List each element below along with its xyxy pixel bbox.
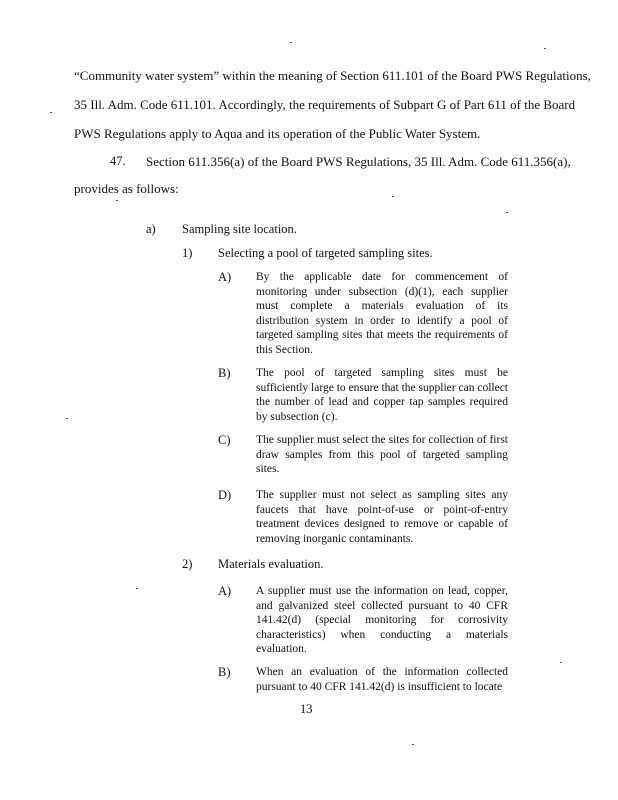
- item-2-label: 2): [182, 557, 193, 571]
- item-2-title: Materials evaluation.: [218, 557, 324, 571]
- scan-speck: [116, 200, 118, 201]
- item-1-label: 1): [182, 246, 193, 260]
- section-a-label: a): [146, 222, 156, 236]
- item-2a-text: A supplier must use the information on lead, copper, and galvanized steel collected pursuant to 40 CFR 141.42(d) (special monitoring for corrosivity characteristics) when conducting a materials evaluation.: [256, 585, 508, 655]
- page-number: 13: [300, 702, 313, 716]
- item-2b-label: B): [218, 665, 231, 679]
- paragraph-47-number: 47.: [110, 154, 126, 168]
- item-2b-text: When an evaluation of the information collected pursuant to 40 CFR 141.42(d) is insufficient to locate: [256, 666, 508, 693]
- item-1c-label: C): [218, 433, 231, 447]
- item-1c-text: The supplier must select the sites for collection of first draw samples from this pool of targeted sampling sites.: [256, 434, 508, 475]
- item-1a-text: By the applicable date for commencement of monitoring under subsection (d)(1), each supplier must complete a materials evaluation of its distribution system in order to identify a pool of targeted sampling sites that meets the requirements of this Section.: [256, 271, 508, 356]
- scan-speck: [412, 744, 414, 745]
- scan-speck: [392, 196, 394, 197]
- item-2a-label: A): [218, 584, 232, 598]
- paragraph-line-3: PWS Regulations apply to Aqua and its operation of the Public Water System.: [74, 126, 481, 141]
- item-1a-label: A): [218, 270, 232, 284]
- paragraph-line-1: “Community water system” within the meaning of Section 611.101 of the Board PWS Regulations,: [74, 68, 591, 83]
- scan-speck: [506, 212, 508, 213]
- item-1b-label: B): [218, 366, 231, 380]
- item-1d-text: The supplier must not select as sampling sites any faucets that have point-of-use or point-of-entry treatment devices designed to remove or capable of removing inorganic contaminants.: [256, 489, 508, 545]
- scan-speck: [136, 588, 138, 589]
- scan-speck: [66, 418, 68, 419]
- section-a-title: Sampling site location.: [182, 222, 297, 236]
- paragraph-line-2: 35 Ill. Adm. Code 611.101. Accordingly, the requirements of Subpart G of Part 611 of the Board: [74, 97, 576, 112]
- item-1d-label: D): [218, 488, 232, 502]
- scan-speck: [50, 112, 52, 113]
- scan-speck: [290, 42, 292, 43]
- paragraph-47-line-1: Section 611.356(a) of the Board PWS Regulations, 35 Ill. Adm. Code 611.356(a),: [146, 154, 571, 169]
- paragraph-47-line-2: provides as follows:: [74, 181, 179, 196]
- scan-speck: [560, 662, 562, 663]
- scan-speck: [544, 48, 546, 49]
- item-1-title: Selecting a pool of targeted sampling sites.: [218, 246, 433, 260]
- item-1b-text: The pool of targeted sampling sites must be sufficiently large to ensure that the supplier can collect the number of lead and copper tap samples required by subsection (c).: [256, 367, 508, 423]
